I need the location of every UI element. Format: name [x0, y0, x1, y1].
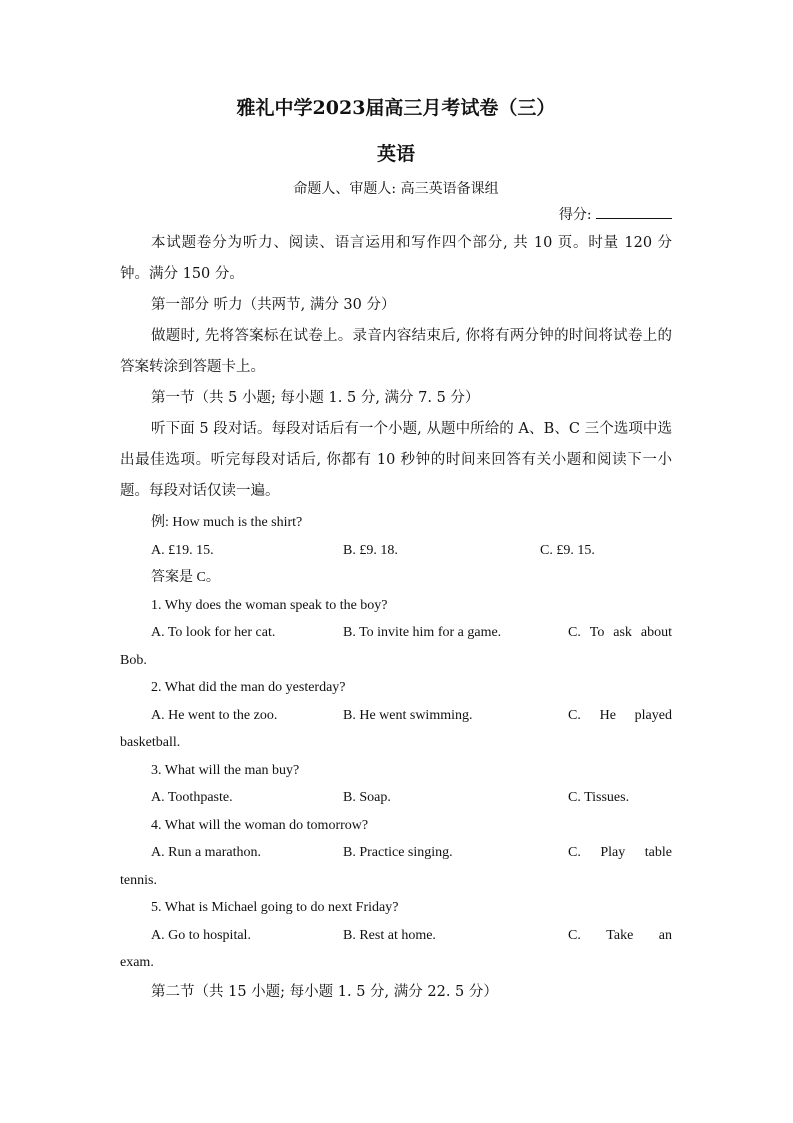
q2-c-word: played: [634, 707, 672, 723]
question-2-options: [120, 702, 672, 730]
score-line: [120, 202, 672, 228]
subject-title: 英语: [376, 143, 415, 165]
section1-instructions: 听下面 5 段对话。每段对话后有一个小题, 从题中所给的 A、B、C 三个选项中选出最佳选项。听完每段对话后, 你都有 10 秒钟的时间来回答有关小题和阅读下一小题。每段对话仅读一遍。: [120, 421, 672, 499]
q1-c-word: C.: [568, 625, 581, 640]
example-options: [120, 537, 672, 565]
score-blank: [596, 204, 672, 219]
score-label: 得分:: [558, 207, 592, 223]
q1-c-word: To: [589, 625, 605, 640]
example-question: [120, 509, 672, 537]
authors-line: 命题人、审题人: 高三英语备课组: [293, 181, 499, 197]
question-1-option-c: [568, 619, 672, 647]
example-answer: 答案是 C。: [151, 570, 220, 585]
question-1-option-b: B. To invite him for a game.: [343, 625, 502, 640]
question-5: 5. What is Michael going to do next Friday?: [151, 900, 399, 915]
question-2-option-c-continued: basketball.: [120, 735, 181, 750]
q4-c-word: Play: [600, 845, 626, 860]
question-3-option-c: C. Tissues.: [568, 790, 630, 805]
question-1-option-a: A. To look for her cat.: [151, 625, 276, 640]
question-1-option-c-continued: Bob.: [120, 652, 147, 668]
part1-instructions: 做题时, 先将答案标在试卷上。录音内容结束后, 你将有两分钟的时间将试卷上的答案转涂到答题卡上。: [120, 328, 672, 375]
question-4-option-c: [568, 839, 672, 867]
q4-c-word: table: [644, 845, 672, 860]
q5-c-word: an: [658, 927, 672, 943]
intro-paragraph: 本试题卷分为听力、阅读、语言运用和写作四个部分, 共 10 页。时量 120 分钟。满分 150 分。: [120, 235, 672, 282]
question-2-option-b: B. He went swimming.: [343, 707, 473, 723]
question-2-option-c: [568, 702, 672, 730]
question-4: 4. What will the woman do tomorrow?: [151, 817, 369, 833]
exam-title: 雅礼中学2023届高三月考试卷（三）: [236, 97, 556, 119]
example-question-text: 例: How much is the shirt?: [151, 515, 303, 530]
question-5-option-c-continued: exam.: [120, 955, 154, 970]
q2-c-word: He: [599, 707, 616, 723]
example-option-b: B. £9. 18.: [343, 542, 398, 558]
question-4-option-a: A. Run a marathon.: [151, 845, 262, 860]
q4-c-word: C.: [568, 845, 581, 860]
section2-heading: 第二节（共 15 小题; 每小题 1. 5 分, 满分 22. 5 分）: [151, 983, 498, 1000]
question-4-option-b: B. Practice singing.: [343, 845, 453, 860]
question-5-option-a: A. Go to hospital.: [151, 927, 251, 943]
question-3-option-b: B. Soap.: [343, 790, 391, 805]
question-3: 3. What will the man buy?: [151, 762, 300, 778]
q5-c-word: Take: [606, 927, 634, 943]
question-4-option-c-continued: tennis.: [120, 872, 157, 888]
example-option-a: A. £19. 15.: [151, 542, 214, 558]
question-5-options: [120, 922, 672, 950]
q1-c-word: ask: [613, 625, 632, 640]
example-option-c: C. £9. 15.: [540, 542, 595, 558]
section1-heading: 第一节（共 5 小题; 每小题 1. 5 分, 满分 7. 5 分）: [151, 390, 480, 406]
question-3-option-a: A. Toothpaste.: [151, 790, 233, 805]
question-2: 2. What did the man do yesterday?: [151, 680, 346, 695]
question-3-options: [120, 784, 672, 812]
question-1: 1. Why does the woman speak to the boy?: [151, 597, 388, 613]
question-5-option-c: [568, 922, 672, 950]
question-4-options: [120, 839, 672, 867]
q1-c-word: about: [640, 625, 672, 640]
q5-c-word: C.: [568, 927, 581, 943]
q2-c-word: C.: [568, 707, 581, 723]
question-1-options: [120, 619, 672, 647]
part1-heading: 第一部分 听力（共两节, 满分 30 分）: [151, 297, 396, 313]
question-5-option-b: B. Rest at home.: [343, 927, 436, 943]
question-2-option-a: A. He went to the zoo.: [151, 707, 278, 723]
exam-page: [120, 92, 672, 1008]
